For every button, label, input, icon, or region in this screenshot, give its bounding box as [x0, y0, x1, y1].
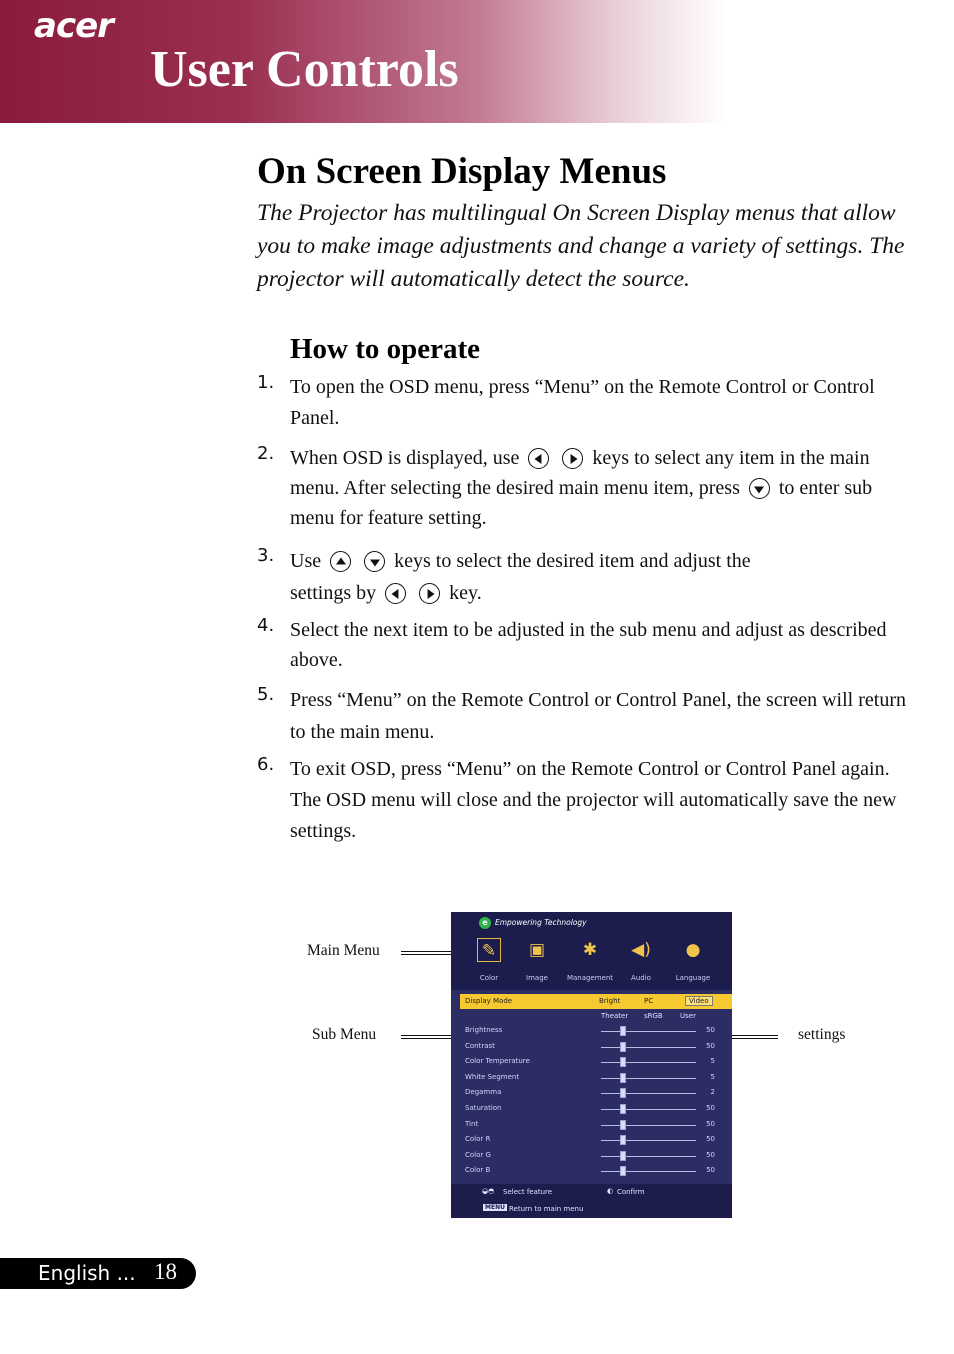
setting-name: Saturation: [465, 1104, 502, 1112]
mode-option-selected: Video: [685, 996, 713, 1006]
step-text: to enter sub menu for feature setting.: [290, 477, 873, 529]
mode-option: PC: [644, 997, 654, 1005]
osd-display-mode-row: [460, 994, 732, 1009]
setting-name: Color Temperature: [465, 1057, 530, 1066]
step-text: key.: [449, 582, 482, 604]
osd-setting-row: [465, 1088, 717, 1102]
step-number: 2.: [257, 443, 275, 464]
setting-value: 5: [710, 1072, 715, 1081]
left-arrow-key-icon: [385, 583, 406, 604]
setting-value: 50: [706, 1104, 715, 1112]
intro-paragraph: The Projector has multilingual On Screen Display menus that allow you to make image adjustments and change a variety of settings. The projector will automatically detect the source.: [257, 200, 905, 292]
right-arrow-key-icon: [562, 448, 583, 469]
left-right-icon: ◐: [607, 1187, 614, 1195]
slider-thumb: [620, 1057, 626, 1067]
setting-value: 50: [706, 1150, 715, 1159]
step-text: keys to select the desired item and adjust the settings by: [290, 550, 751, 604]
setting-value: 50: [706, 1166, 715, 1175]
setting-name: Tint: [465, 1119, 479, 1128]
footer-language: English ...: [38, 1261, 136, 1285]
callout-settings: settings: [798, 1026, 846, 1043]
down-arrow-key-icon: [364, 551, 385, 572]
setting-value: 50: [706, 1119, 715, 1128]
osd-main-menu: [451, 912, 732, 990]
step-text: To exit OSD, press “Menu” on the Remote Control or Control Panel again. The OSD menu will close and the projector will automatically save the new settings.: [290, 758, 897, 842]
confirm-hint: Confirm: [617, 1188, 645, 1196]
slider-track: [601, 1109, 696, 1110]
setting-name: Color B: [465, 1166, 491, 1175]
setting-value: 50: [706, 1041, 715, 1050]
mode-option: Bright: [599, 997, 621, 1005]
callout-sub-menu: Sub Menu: [312, 1026, 377, 1043]
osd-setting-row: [465, 1166, 717, 1180]
left-arrow-key-icon: [528, 448, 549, 469]
step-text: Use: [290, 550, 322, 572]
down-arrow-key-icon: [749, 478, 770, 499]
callout-main-menu: Main Menu: [307, 942, 380, 959]
step-number: 5.: [257, 684, 275, 705]
slider-track: [601, 1031, 696, 1032]
step-number: 3.: [257, 545, 275, 566]
step-text: When OSD is displayed, use: [290, 447, 520, 469]
chapter-title: User Controls: [150, 41, 459, 98]
empowering-e-icon: e: [479, 917, 491, 929]
slider-thumb: [620, 1073, 626, 1083]
slider-track: [601, 1062, 696, 1063]
step-text: keys to select any item in the main menu. After selecting the desired main menu item, press: [290, 447, 870, 499]
acer-logo: acer: [34, 6, 113, 46]
return-hint: Return to main menu: [509, 1205, 584, 1213]
right-arrow-key-icon: [419, 583, 440, 604]
step-text: Select the next item to be adjusted in the sub menu and adjust as described above.: [290, 619, 887, 671]
step-number: 1.: [257, 372, 275, 393]
globe-icon: ●: [685, 940, 701, 960]
osd-tab-label: Color: [479, 974, 499, 982]
slider-thumb: [620, 1120, 626, 1130]
speaker-icon: ◀): [631, 940, 651, 960]
setting-value: 5: [710, 1057, 715, 1066]
osd-setting-row: [465, 1120, 717, 1134]
setting-name: Color G: [465, 1150, 491, 1159]
palette-icon: ✎: [477, 938, 501, 962]
osd-setting-row: [465, 1135, 717, 1149]
osd-setting-row: [465, 1042, 717, 1056]
slider-thumb: [620, 1166, 626, 1176]
slider-thumb: [620, 1026, 626, 1036]
setting-name: Color R: [465, 1135, 491, 1144]
menu-key-icon: MENU: [485, 1204, 505, 1211]
mode-option: sRGB: [644, 1012, 663, 1020]
page-number: 18: [154, 1259, 177, 1284]
osd-setting-row: [465, 1073, 717, 1087]
osd-tab-audio: [613, 938, 669, 982]
osd-tab-label: Audio: [631, 974, 651, 982]
osd-footer: [451, 1184, 732, 1218]
up-down-icon: ◒◓: [482, 1187, 495, 1195]
subsection-title: How to operate: [290, 333, 481, 365]
osd-setting-row: [465, 1104, 717, 1118]
osd-setting-row: [465, 1057, 717, 1071]
step-text: Press “Menu” on the Remote Control or Control Panel, the screen will return to the main menu.: [290, 689, 906, 743]
osd-tab-label: Image: [526, 974, 548, 982]
mode-option: User: [680, 1012, 696, 1020]
setting-value: 50: [706, 1026, 715, 1034]
slider-track: [601, 1047, 696, 1048]
slider-thumb: [620, 1088, 626, 1098]
tools-icon: ✱: [582, 940, 598, 960]
setting-name: Degamma: [465, 1088, 502, 1097]
osd-setting-row: [465, 1026, 717, 1040]
select-feature-hint: Select feature: [503, 1188, 553, 1196]
section-title: On Screen Display Menus: [257, 151, 667, 192]
slider-track: [601, 1078, 696, 1079]
slider-track: [601, 1156, 696, 1157]
osd-tab-language: [665, 938, 721, 982]
setting-name: Contrast: [465, 1041, 495, 1050]
slider-track: [601, 1171, 696, 1172]
chapter-header: [0, 0, 954, 123]
page-footer: [0, 1258, 196, 1289]
step-number: 6.: [257, 754, 275, 775]
display-mode-label: Display Mode: [465, 997, 513, 1005]
picture-icon: ▣: [528, 940, 546, 960]
slider-thumb: [620, 1151, 626, 1161]
setting-value: 2: [710, 1088, 715, 1097]
step-number: 4.: [257, 615, 275, 636]
slider-thumb: [620, 1104, 626, 1114]
osd-tab-label: Language: [675, 974, 711, 982]
osd-menu-screenshot: [451, 912, 732, 1218]
osd-tab-management: [562, 938, 618, 982]
step-text: To open the OSD menu, press “Menu” on the Remote Control or Control Panel.: [290, 376, 875, 429]
mode-option: Theater: [601, 1012, 629, 1020]
slider-track: [601, 1140, 696, 1141]
setting-name: Brightness: [465, 1026, 503, 1034]
up-arrow-key-icon: [330, 551, 351, 572]
osd-brand: Empowering Technology: [495, 918, 587, 927]
setting-value: 50: [706, 1135, 715, 1144]
slider-thumb: [620, 1042, 626, 1052]
setting-name: White Segment: [465, 1072, 520, 1081]
slider-track: [601, 1125, 696, 1126]
osd-tab-label: Management: [566, 974, 614, 982]
osd-tab-image: [509, 938, 565, 982]
slider-thumb: [620, 1135, 626, 1145]
osd-setting-row: [465, 1151, 717, 1165]
slider-track: [601, 1093, 696, 1094]
